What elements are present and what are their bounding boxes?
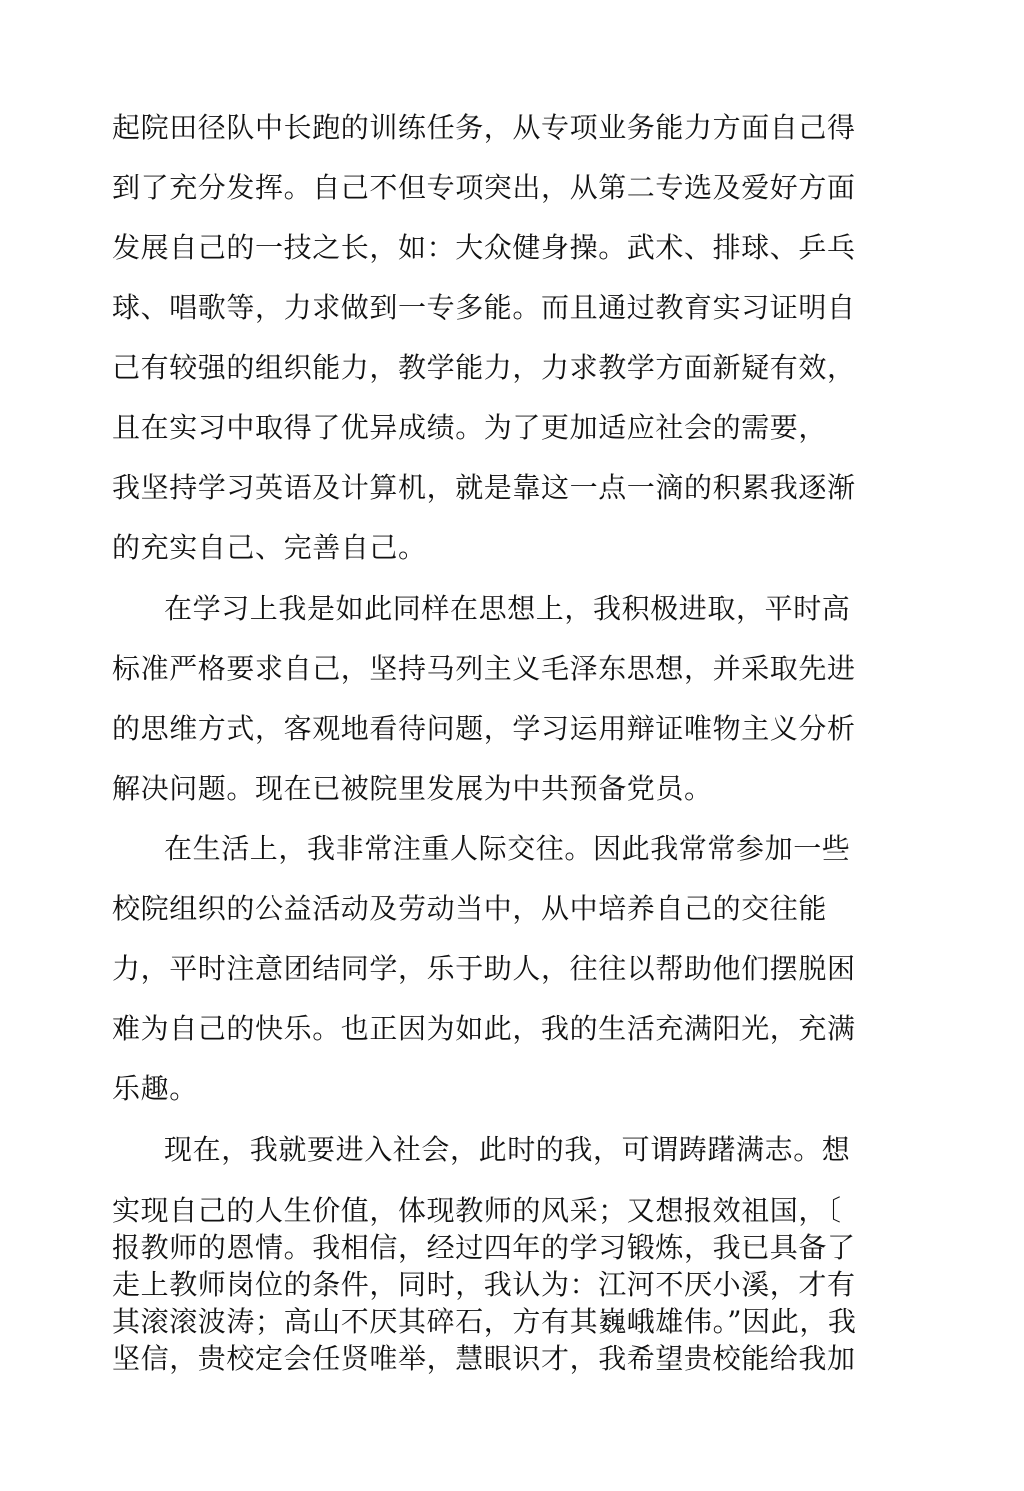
text-line: 其滚滚波涛；高山不厌其碎石，方有其巍峨雄伟。”因此，我 <box>112 1305 857 1338</box>
text-line: 坚信，贵校定会任贤唯举，慧眼识才，我希望贵校能给我加 <box>112 1342 856 1375</box>
text-line: 实现自己的人生价值，体现教师的风采；又想报效祖国，〔 <box>112 1194 842 1227</box>
text-line: 发展自己的一技之长，如：大众健身操。武术、排球、乒乓 <box>112 231 856 264</box>
text-line: 校院组织的公益活动及劳动当中，从中培养自己的交往能 <box>112 892 828 925</box>
text-line: 报教师的恩情。我相信，经过四年的学习锻炼，我已具备了 <box>112 1231 856 1264</box>
text-line: 起院田径队中长跑的训练任务，从专项业务能力方面自己得 <box>112 111 856 144</box>
text-line: 走上教师岗位的条件，同时，我认为：江河不厌小溪，才有 <box>112 1268 856 1301</box>
text-line: 己有较强的组织能力，教学能力，力求教学方面新疑有效， <box>112 351 856 384</box>
paragraph-first-line: 现在，我就要进入社会，此时的我，可谓踌躇满志。想 <box>164 1133 851 1166</box>
paragraph-first-line: 在生活上，我非常注重人际交往。因此我常常参加一些 <box>164 832 851 865</box>
text-line: 力，平时注意团结同学，乐于助人，往往以帮助他们摆脱困 <box>112 952 856 985</box>
text-line: 且在实习中取得了优异成绩。为了更加适应社会的需要， <box>112 411 828 444</box>
paragraph-first-line: 在学习上我是如此同样在思想上，我积极进取，平时高 <box>164 592 851 625</box>
text-line: 到了充分发挥。自己不但专项突出，从第二专选及爱好方面 <box>112 171 856 204</box>
text-line: 的充实自己、完善自己。 <box>112 531 427 564</box>
text-line: 解决问题。现在已被院里发展为中共预备党员。 <box>112 772 713 805</box>
text-line: 球、唱歌等，力求做到一专多能。而且通过教育实习证明自 <box>112 291 856 324</box>
text-line: 我坚持学习英语及计算机，就是靠这一点一滴的积累我逐渐 <box>112 471 856 504</box>
text-line: 难为自己的快乐。也正因为如此，我的生活充满阳光，充满 <box>112 1012 856 1045</box>
text-line: 乐趣。 <box>112 1072 198 1105</box>
text-line: 的思维方式，客观地看待问题，学习运用辩证唯物主义分析 <box>112 712 856 745</box>
text-line: 标准严格要求自己，坚持马列主义毛泽东思想，并采取先进 <box>112 652 856 685</box>
